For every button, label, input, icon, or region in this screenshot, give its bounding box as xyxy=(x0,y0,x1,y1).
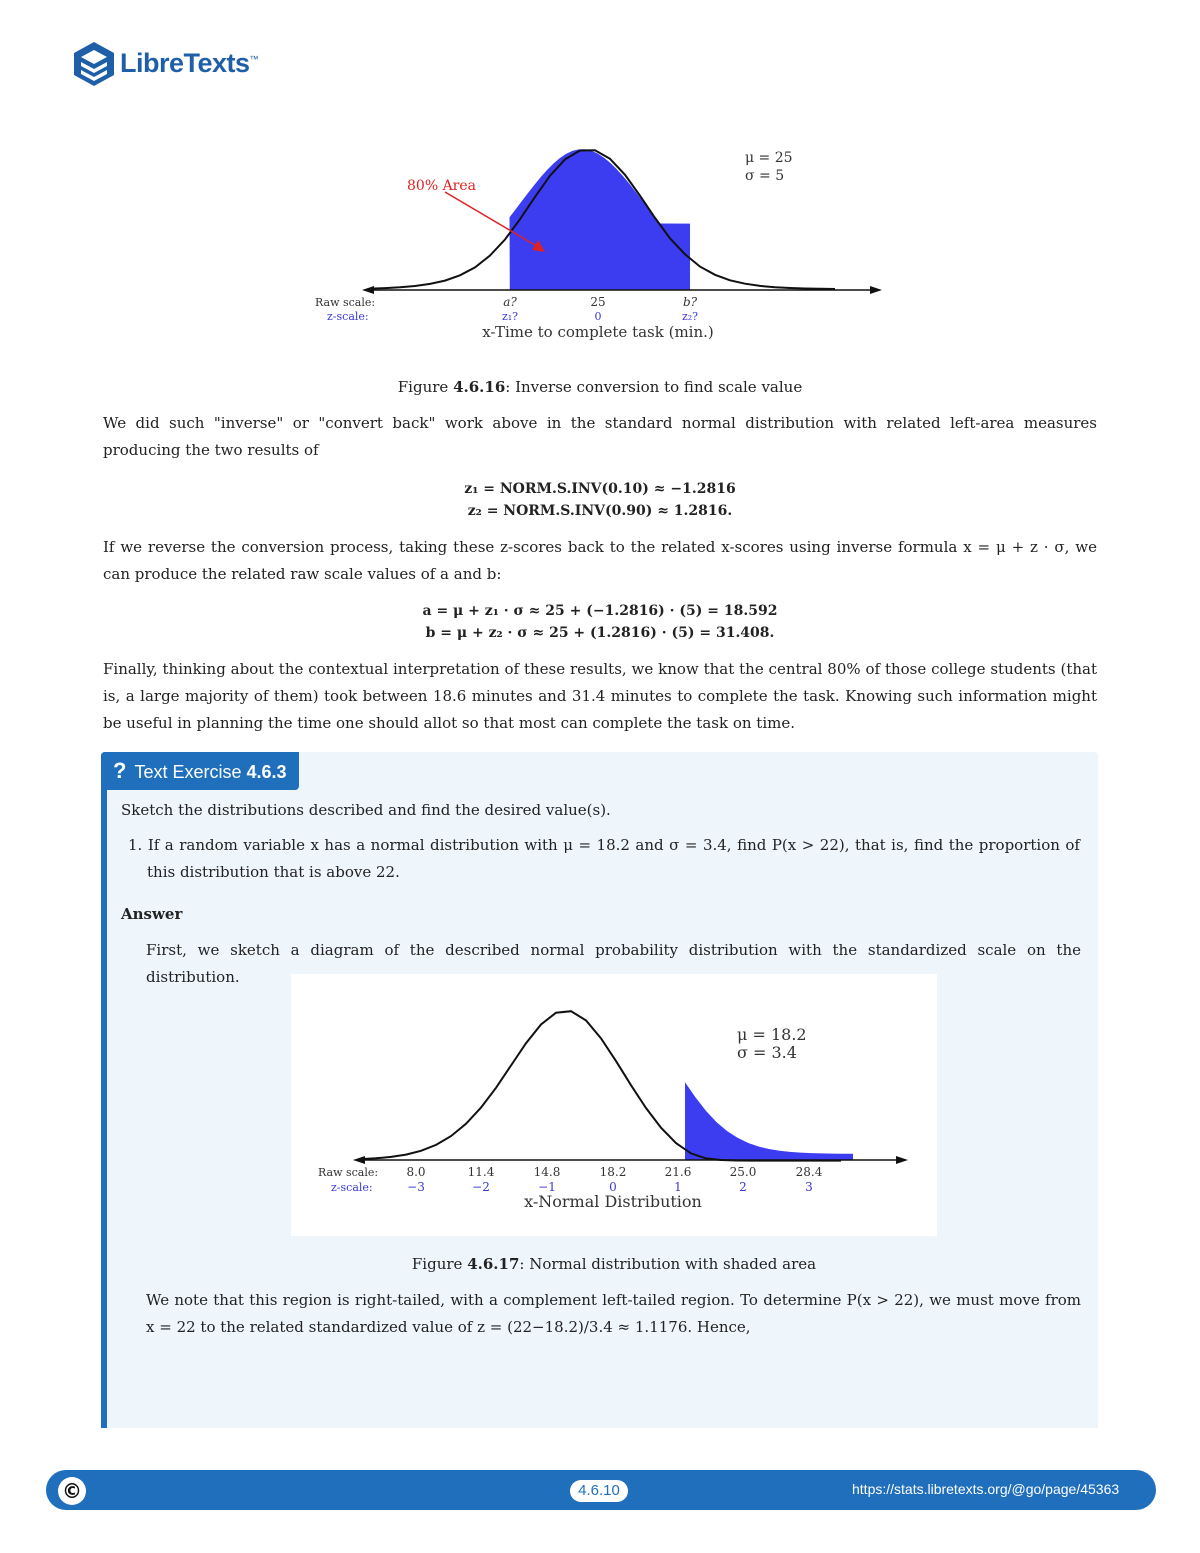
raw-tick-mean: 25 xyxy=(590,295,606,309)
z-tick-0: 0 xyxy=(594,310,602,323)
raw-scale-label: Raw scale: xyxy=(315,296,376,309)
axis-arrow-right xyxy=(870,286,882,294)
question-icon: ? xyxy=(113,758,127,783)
x-axis-label: x-Time to complete task (min.) xyxy=(482,323,714,341)
x-axis-label: x-Normal Distribution xyxy=(524,1192,702,1211)
z-tick-1: z₁? xyxy=(501,310,519,323)
raw-tick-a: a? xyxy=(503,295,517,309)
page-url-link[interactable]: https://stats.libretexts.org/@go/page/45363 xyxy=(852,1481,1120,1497)
figure-caption-1: Figure 4.6.16: Inverse conversion to find scale value xyxy=(397,378,803,396)
param-sigma: σ = 3.4 xyxy=(737,1043,797,1062)
answer-label[interactable]: Answer xyxy=(121,905,183,923)
paragraph-reverse: If we reverse the conversion process, taking these z-scores back to the related x-scores using inverse formula x = μ + z · σ, we can produce the related raw scale values of a and b: xyxy=(103,538,1097,583)
annotation-label: 80% Area xyxy=(407,178,477,194)
libretexts-logo[interactable] xyxy=(72,40,272,92)
raw-tick: 21.6 xyxy=(664,1165,692,1179)
cc-license-icon[interactable]: © xyxy=(58,1477,86,1505)
exercise-item-1: 1. If a random variable x has a normal distribution with μ = 18.2 and σ = 3.4, find P(x > 22), that is, find the proportion of this distribution that is above 22. xyxy=(128,836,1080,881)
z-tick: −2 xyxy=(472,1180,490,1194)
z-tick: 1 xyxy=(674,1180,682,1194)
z-tick: 0 xyxy=(609,1180,617,1194)
figure-inverse-conversion xyxy=(300,128,890,348)
page-number: 4.6.10 xyxy=(570,1480,628,1502)
raw-tick: 14.8 xyxy=(533,1165,561,1179)
raw-scale-label: Raw scale: xyxy=(318,1166,379,1179)
paragraph-interpretation: Finally, thinking about the contextual interpretation of these results, we know that the central 80% of those college students (that is, a large majority of them) took between 18.6 minutes and 31.4 minutes to complete the task. Knowing such information might be useful in planning the time one should allot so that most can complete the task on time. xyxy=(103,660,1097,732)
figure-caption-2: Figure 4.6.17: Normal distribution with shaded area xyxy=(411,1255,817,1273)
figure-normal-shaded xyxy=(291,974,937,1236)
equation-z-values: z₁ = NORM.S.INV(0.10) ≈ −1.2816 z₂ = NORM.S.INV(0.90) ≈ 1.2816. xyxy=(464,481,736,519)
z-tick: 2 xyxy=(739,1180,747,1194)
z-tick: −1 xyxy=(538,1180,556,1194)
raw-tick-b: b? xyxy=(682,295,698,309)
z-tick-2: z₂? xyxy=(681,310,699,323)
raw-tick: 8.0 xyxy=(406,1165,426,1179)
libretexts-logo-icon xyxy=(72,40,116,88)
raw-tick: 11.4 xyxy=(467,1165,495,1179)
shaded-area-80 xyxy=(510,149,691,290)
equation-ab-values: a = μ + z₁ · σ ≈ 25 + (−1.2816) · (5) = 18.592 b = μ + z₂ · σ ≈ 25 + (1.2816) · (5) = 31.408. xyxy=(422,603,778,641)
raw-tick: 18.2 xyxy=(599,1165,627,1179)
z-scale-label: z-scale: xyxy=(331,1181,373,1194)
exercise-title[interactable]: ? Text Exercise 4.6.3 xyxy=(101,752,299,790)
axis-arrow-left xyxy=(362,286,374,294)
raw-tick: 25.0 xyxy=(729,1165,757,1179)
paragraph-right-tailed: We note that this region is right-tailed, with a complement left-tailed region. To determine P(x > 22), we must move from x = 22 to the related standardized value of z = (22−18.2)/3.4 ≈ 1.1176. Hence, xyxy=(146,1291,1081,1336)
answer-intro: First, we sketch a diagram of the described normal probability distribution with the standardized scale on the distribution. xyxy=(146,941,1081,986)
logo-text: LibreTexts™ xyxy=(120,48,259,78)
param-sigma: σ = 5 xyxy=(745,168,785,184)
exercise-intro: Sketch the distributions described and find the desired value(s). xyxy=(121,801,611,819)
z-tick: −3 xyxy=(407,1180,425,1194)
raw-tick: 28.4 xyxy=(795,1165,823,1179)
z-tick: 3 xyxy=(805,1180,813,1194)
paragraph-inverse: We did such "inverse" or "convert back" work above in the standard normal distribution with related left-area measures producing the two results of xyxy=(103,414,1097,459)
param-mu: μ = 25 xyxy=(745,150,793,166)
param-mu: μ = 18.2 xyxy=(737,1025,807,1044)
z-scale-label: z-scale: xyxy=(327,310,369,323)
